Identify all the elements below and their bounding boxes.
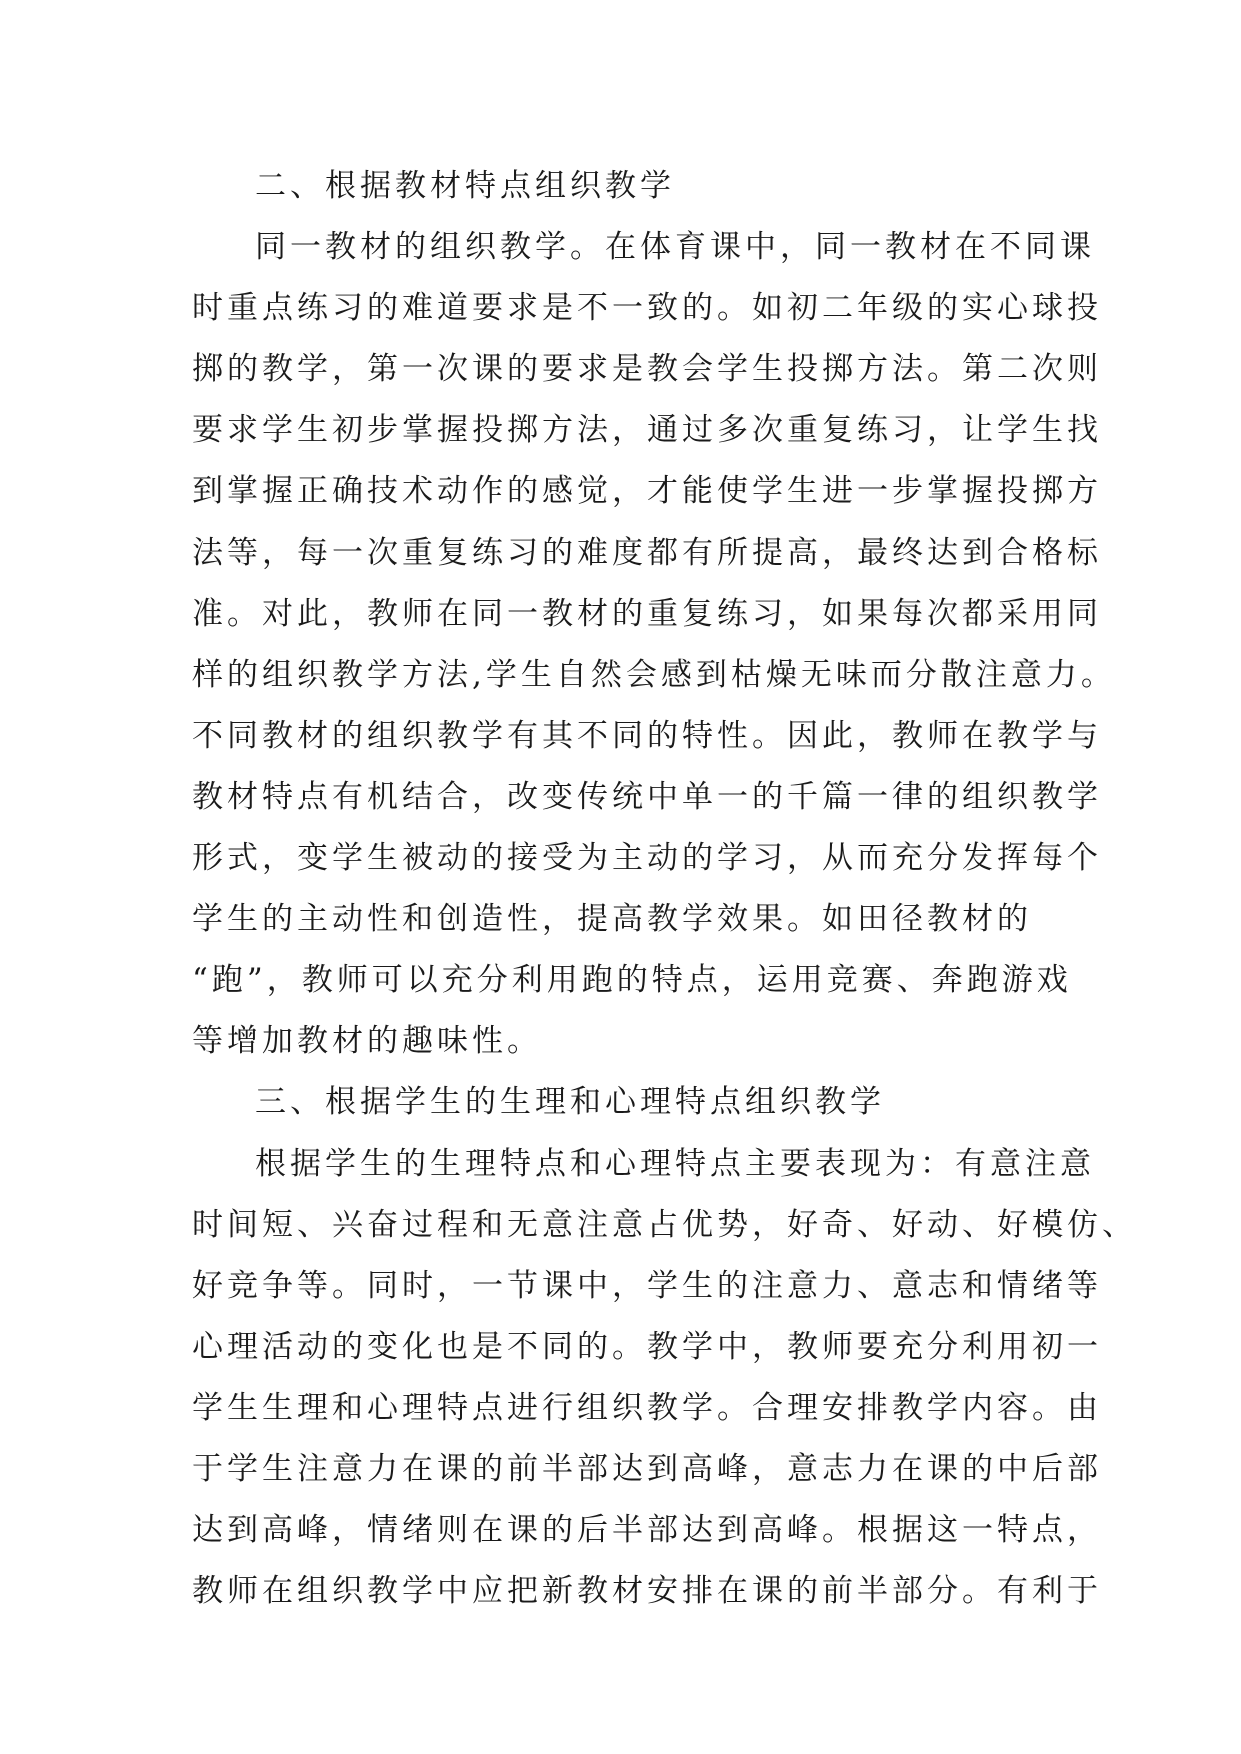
paragraph-line: 准。对此，教师在同一教材的重复练习，如果每次都采用同	[192, 595, 1102, 632]
paragraph-line: 教师在组织教学中应把新教材安排在课的前半部分。有利于	[192, 1573, 1102, 1610]
paragraph-line: 心理活动的变化也是不同的。教学中，教师要充分利用初一	[192, 1328, 1102, 1365]
section-heading: 二、根据教材特点组织教学	[255, 168, 675, 204]
paragraph-line: 不同教材的组织教学有其不同的特性。因此，教师在教学与	[192, 717, 1102, 754]
paragraph-line: 好竞争等。同时，一节课中，学生的注意力、意志和情绪等	[192, 1267, 1102, 1304]
paragraph-line: 学生的主动性和创造性，提高教学效果。如田径教材的	[192, 901, 1032, 938]
paragraph-line: 达到高峰，情绪则在课的后半部达到高峰。根据这一特点，	[192, 1512, 1102, 1549]
paragraph-line: 时重点练习的难道要求是不一致的。如初二年级的实心球投	[192, 290, 1102, 327]
paragraph-line: 于学生注意力在课的前半部达到高峰，意志力在课的中后部	[192, 1450, 1102, 1487]
section-heading: 三、根据学生的生理和心理特点组织教学	[255, 1084, 885, 1121]
paragraph-line: 根据学生的生理特点和心理特点主要表现为：有意注意	[255, 1145, 1095, 1182]
paragraph-line: 时间短、兴奋过程和无意注意占优势，好奇、好动、好模仿、	[192, 1206, 1137, 1243]
paragraph-line: 等增加教材的趣味性。	[192, 1023, 542, 1060]
paragraph-line: 同一教材的组织教学。在体育课中，同一教材在不同课	[255, 229, 1095, 266]
paragraph-line: 要求学生初步掌握投掷方法，通过多次重复练习，让学生找	[192, 412, 1102, 449]
paragraph-line: 样的组织教学方法,学生自然会感到枯燥无味而分散注意力。	[192, 656, 1116, 693]
paragraph-line: 到掌握正确技术动作的感觉，才能使学生进一步掌握投掷方	[192, 473, 1102, 510]
paragraph-line: “跑”，教师可以充分利用跑的特点，运用竞赛、奔跑游戏	[192, 962, 1072, 999]
paragraph-line: 教材特点有机结合，改变传统中单一的千篇一律的组织教学	[192, 778, 1102, 815]
paragraph-line: 掷的教学，第一次课的要求是教会学生投掷方法。第二次则	[192, 351, 1102, 388]
paragraph-line: 学生生理和心理特点进行组织教学。合理安排教学内容。由	[192, 1389, 1102, 1426]
paragraph-line: 法等，每一次重复练习的难度都有所提高，最终达到合格标	[192, 534, 1102, 571]
paragraph-line: 形式，变学生被动的接受为主动的学习，从而充分发挥每个	[192, 840, 1102, 877]
body-text	[192, 156, 1137, 1622]
